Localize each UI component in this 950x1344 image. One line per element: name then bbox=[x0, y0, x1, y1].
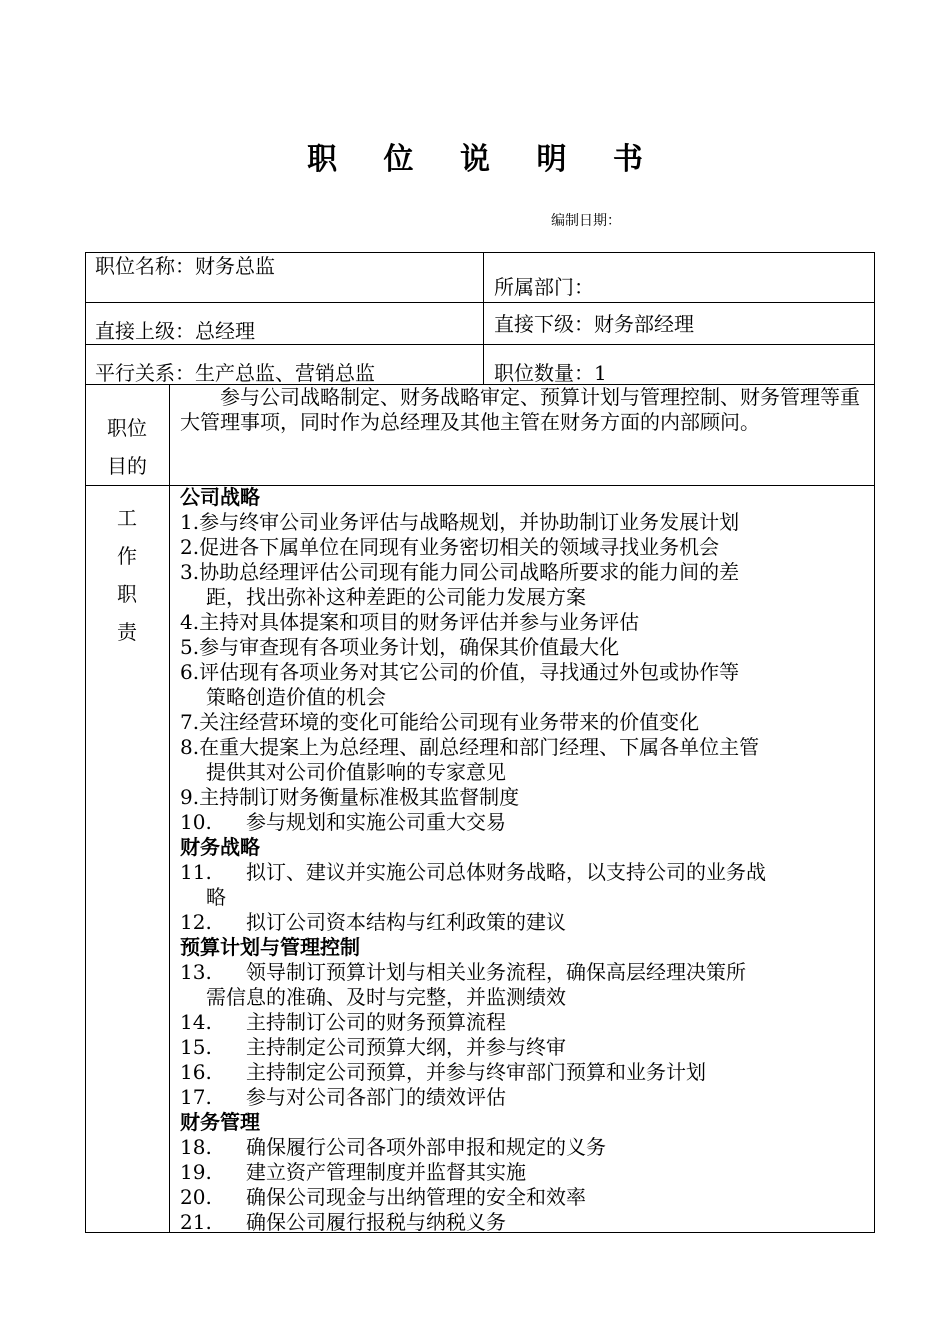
duties-label-2: 作 bbox=[117, 544, 137, 568]
duty-item-number: 9. bbox=[180, 785, 200, 809]
position-count: 职位数量：1 bbox=[494, 361, 607, 385]
duty-item-text: 评估现有各项业务对其它公司的价值，寻找通过外包或协作等 bbox=[199, 660, 740, 684]
duty-item bbox=[180, 660, 870, 685]
duty-item-number: 11. bbox=[180, 860, 212, 884]
duty-item-number: 14. bbox=[180, 1010, 212, 1034]
compile-date-label: 编制日期： bbox=[551, 213, 621, 229]
duty-item bbox=[180, 860, 870, 885]
duty-item bbox=[180, 1035, 870, 1060]
duty-item-text: 参与审查现有各项业务计划，确保其价值最大化 bbox=[199, 635, 620, 659]
duty-item-number: 7. bbox=[180, 710, 200, 734]
duty-item-continuation: 距，找出弥补这种差距的公司能力发展方案 bbox=[206, 585, 586, 609]
duty-item bbox=[180, 785, 870, 810]
duty-item-text: 领导制订预算计划与相关业务流程，确保高层经理决策所 bbox=[246, 960, 746, 984]
duty-item bbox=[180, 510, 870, 535]
duty-section-title: 财务战略 bbox=[180, 835, 260, 859]
divider-middle bbox=[483, 252, 484, 385]
purpose-text bbox=[180, 385, 870, 435]
duty-item-continuation: 需信息的准确、及时与完整，并监测绩效 bbox=[206, 985, 566, 1009]
duty-item bbox=[180, 1010, 870, 1035]
duty-item-text: 确保公司现金与出纳管理的安全和效率 bbox=[246, 1185, 586, 1209]
duty-section-title: 预算计划与管理控制 bbox=[180, 935, 360, 959]
duty-item-text: 参与对公司各部门的绩效评估 bbox=[246, 1085, 506, 1109]
duty-item bbox=[180, 635, 870, 660]
duty-item-text: 促进各下属单位在同现有业务密切相关的领域寻找业务机会 bbox=[199, 535, 720, 559]
duty-item-number: 15. bbox=[180, 1035, 212, 1059]
duty-item-text: 主持制定公司预算，并参与终审部门预算和业务计划 bbox=[246, 1060, 706, 1084]
duty-item-text: 拟订公司资本结构与红利政策的建议 bbox=[246, 910, 566, 934]
duty-item-number: 12. bbox=[180, 910, 212, 934]
duty-item-number: 2. bbox=[180, 535, 200, 559]
duty-item-number: 19. bbox=[180, 1160, 212, 1184]
purpose-label-1: 职位 bbox=[107, 416, 147, 440]
duty-item-number: 16. bbox=[180, 1060, 212, 1084]
duty-item bbox=[180, 810, 870, 835]
duty-item-number: 21. bbox=[180, 1210, 212, 1234]
duty-item-number: 17. bbox=[180, 1085, 212, 1109]
duty-item bbox=[180, 910, 870, 935]
duties-label-1: 工 bbox=[117, 506, 137, 530]
duty-item-number: 3. bbox=[180, 560, 200, 584]
duty-item-continuation: 策略创造价值的机会 bbox=[206, 685, 386, 709]
duty-section-title: 财务管理 bbox=[180, 1110, 260, 1134]
duty-item-number: 13. bbox=[180, 960, 212, 984]
purpose-text-body: 参与公司战略制定、财务战略审定、预算计划与管理控制、财务管理等重大管理事项，同时作为总经理及其他主管在财务方面的内部顾问。 bbox=[180, 385, 860, 434]
superior: 直接上级：总经理 bbox=[95, 319, 255, 343]
duty-item-number: 4. bbox=[180, 610, 200, 634]
duty-item bbox=[180, 610, 870, 635]
duty-item-text: 确保公司履行报税与纳税义务 bbox=[246, 1210, 506, 1234]
duty-item-text: 主持对具体提案和项目的财务评估并参与业务评估 bbox=[199, 610, 640, 634]
duty-item-number: 1. bbox=[180, 510, 200, 534]
document-title: 职 位 说 明 书 bbox=[307, 142, 661, 177]
duty-item-text: 关注经营环境的变化可能给公司现有业务带来的价值变化 bbox=[199, 710, 700, 734]
duty-item-text: 拟订、建议并实施公司总体财务战略，以支持公司的业务战 bbox=[246, 860, 766, 884]
duty-item-text: 主持制订财务衡量标准极其监督制度 bbox=[199, 785, 520, 809]
duty-item-number: 18. bbox=[180, 1135, 212, 1159]
duty-item-text: 在重大提案上为总经理、副总经理和部门经理、下属各单位主管 bbox=[199, 735, 760, 759]
duty-item-text: 参与终审公司业务评估与战略规划，并协助制订业务发展计划 bbox=[199, 510, 740, 534]
duty-item-number: 5. bbox=[180, 635, 200, 659]
duty-item bbox=[180, 1135, 870, 1160]
duty-item bbox=[180, 710, 870, 735]
position-name: 职位名称：财务总监 bbox=[95, 254, 275, 278]
parallel-relation: 平行关系：生产总监、营销总监 bbox=[95, 361, 375, 385]
duty-item bbox=[180, 1160, 870, 1185]
duty-item-text: 确保履行公司各项外部申报和规定的义务 bbox=[246, 1135, 606, 1159]
duty-item bbox=[180, 1210, 870, 1235]
duty-item bbox=[180, 735, 870, 760]
divider-label-column bbox=[169, 384, 170, 1233]
duty-item-text: 协助总经理评估公司现有能力同公司战略所要求的能力间的差 bbox=[199, 560, 740, 584]
duty-item bbox=[180, 1185, 870, 1210]
duty-section-title: 公司战略 bbox=[180, 485, 260, 509]
subordinate: 直接下级：财务部经理 bbox=[494, 312, 694, 336]
duty-item bbox=[180, 1085, 870, 1110]
duty-item-number: 6. bbox=[180, 660, 200, 684]
duty-item-number: 8. bbox=[180, 735, 200, 759]
duty-item-continuation: 略 bbox=[206, 885, 226, 909]
duty-item-continuation: 提供其对公司价值影响的专家意见 bbox=[206, 760, 506, 784]
purpose-label-2: 目的 bbox=[107, 454, 147, 478]
duties-label-4: 责 bbox=[117, 620, 137, 644]
department: 所属部门： bbox=[494, 275, 594, 299]
duties-list bbox=[180, 485, 870, 1235]
duty-item bbox=[180, 960, 870, 985]
duty-item-number: 20. bbox=[180, 1185, 212, 1209]
duty-item-number: 10. bbox=[180, 810, 212, 834]
duty-item-text: 主持制订公司的财务预算流程 bbox=[246, 1010, 506, 1034]
duty-item bbox=[180, 1060, 870, 1085]
duty-item bbox=[180, 535, 870, 560]
duties-label-3: 职 bbox=[117, 582, 137, 606]
duty-item bbox=[180, 560, 870, 585]
duty-item-text: 参与规划和实施公司重大交易 bbox=[246, 810, 506, 834]
duty-item-text: 主持制定公司预算大纲，并参与终审 bbox=[246, 1035, 566, 1059]
duty-item-text: 建立资产管理制度并监督其实施 bbox=[246, 1160, 526, 1184]
